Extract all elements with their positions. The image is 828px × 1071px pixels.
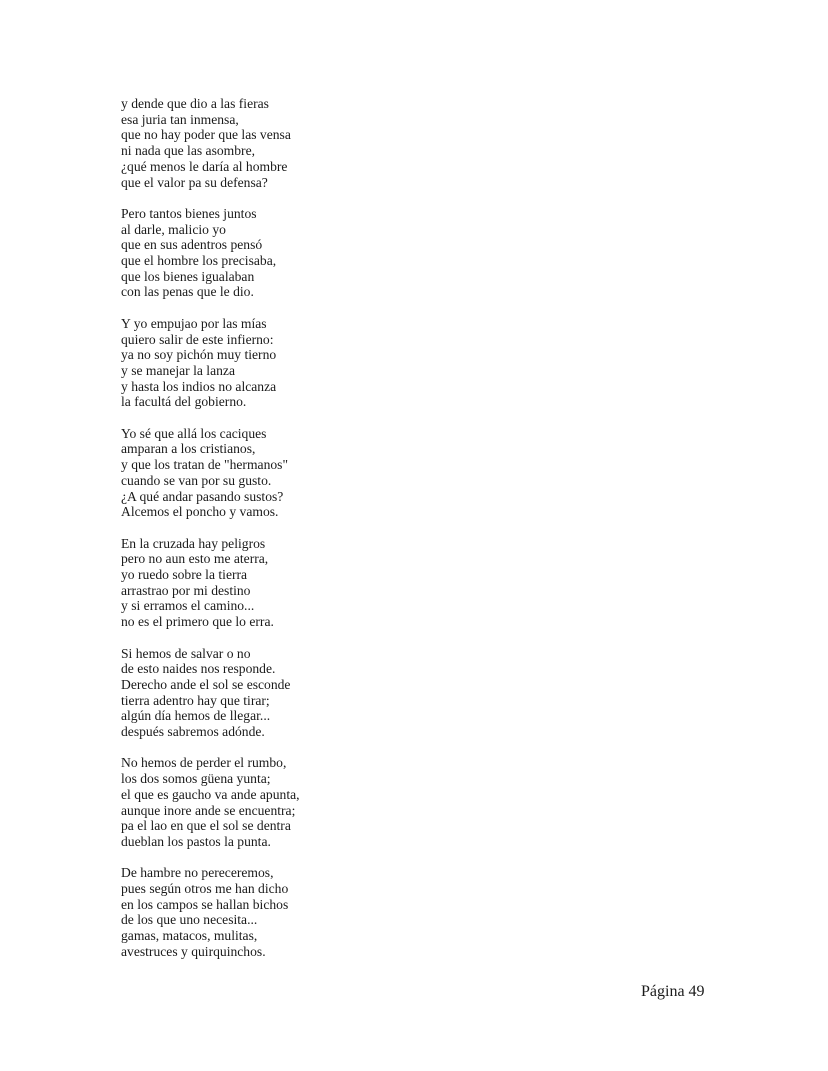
verse-line: amparan a los cristianos, (121, 441, 256, 457)
stanza (121, 865, 300, 959)
verse-line: Pero tantos bienes juntos (121, 205, 257, 221)
stanza (121, 755, 300, 849)
verse-line: ¿A qué andar pasando sustos? (121, 488, 284, 504)
verse-line: que no hay poder que las vensa (121, 127, 291, 143)
verse-line: ni nada que las asombre, (121, 143, 256, 159)
verse-line: dueblan los pastos la punta. (121, 833, 271, 849)
stanza (121, 646, 300, 740)
page-number: Página 49 (641, 983, 705, 1000)
verse-line: que el valor pa su defensa? (121, 174, 268, 190)
verse-line: pa el lao en que el sol se dentra (121, 818, 291, 834)
verse-line: los dos somos güena yunta; (121, 771, 271, 787)
verse-line: y se manejar la lanza (121, 362, 235, 378)
verse-line: pues según otros me han dicho (121, 881, 289, 897)
verse-line: aunque inore ande se encuentra; (121, 802, 296, 818)
verse-line: En la cruzada hay peligros (121, 535, 266, 551)
verse-line: al darle, malicio yo (121, 221, 226, 237)
verse-line: que en sus adentros pensó (121, 237, 263, 253)
verse-line: yo ruedo sobre la tierra (121, 567, 248, 583)
verse-line: esa juria tan inmensa, (121, 111, 239, 127)
verse-line: después sabremos adónde. (121, 724, 265, 740)
verse-line: la facultá del gobierno. (121, 394, 247, 410)
verse-line: pero no aun esto me aterra, (121, 551, 269, 567)
stanza (121, 536, 300, 630)
verse-line: el que es gaucho va ande apunta, (121, 786, 300, 802)
verse-line: que los bienes igualaban (121, 268, 255, 284)
verse-line: algún día hemos de llegar... (121, 708, 271, 724)
verse-line: De hambre no pereceremos, (121, 865, 274, 881)
verse-line: tierra adentro hay que tirar; (121, 692, 270, 708)
verse-line: Alcemos el poncho y vamos. (121, 504, 279, 520)
verse-line: gamas, matacos, mulitas, (121, 928, 258, 944)
verse-line: Yo sé que allá los caciques (121, 425, 267, 441)
poem-body (121, 96, 300, 975)
verse-line: y si erramos el camino... (121, 598, 255, 614)
verse-line: y dende que dio a las fieras (121, 96, 269, 111)
verse-line: Y yo empujao por las mías (121, 315, 267, 331)
verse-line: quiero salir de este infierno: (121, 331, 274, 347)
verse-line: y que los tratan de "hermanos" (121, 457, 289, 473)
verse-line: No hemos de perder el rumbo, (121, 755, 287, 771)
verse-line: que el hombre los precisaba, (121, 253, 277, 269)
verse-line: no es el primero que lo erra. (121, 614, 274, 630)
verse-line: cuando se van por su gusto. (121, 472, 272, 488)
stanza (121, 316, 300, 410)
verse-line: ya no soy pichón muy tierno (121, 347, 277, 363)
verse-line: Si hemos de salvar o no (121, 645, 251, 661)
verse-line: avestruces y quirquinchos. (121, 943, 266, 959)
verse-line: con las penas que le dio. (121, 284, 254, 300)
stanza (121, 206, 300, 300)
verse-line: de los que uno necesita... (121, 912, 258, 928)
verse-line: y hasta los indios no alcanza (121, 378, 277, 394)
stanza (121, 96, 300, 190)
verse-line: arrastrao por mi destino (121, 582, 251, 598)
verse-line: ¿qué menos le daría al hombre (121, 158, 288, 174)
verse-line: de esto naides nos responde. (121, 661, 276, 677)
stanza (121, 426, 300, 520)
verse-line: en los campos se hallan bichos (121, 896, 289, 912)
verse-line: Derecho ande el sol se esconde (121, 676, 291, 692)
